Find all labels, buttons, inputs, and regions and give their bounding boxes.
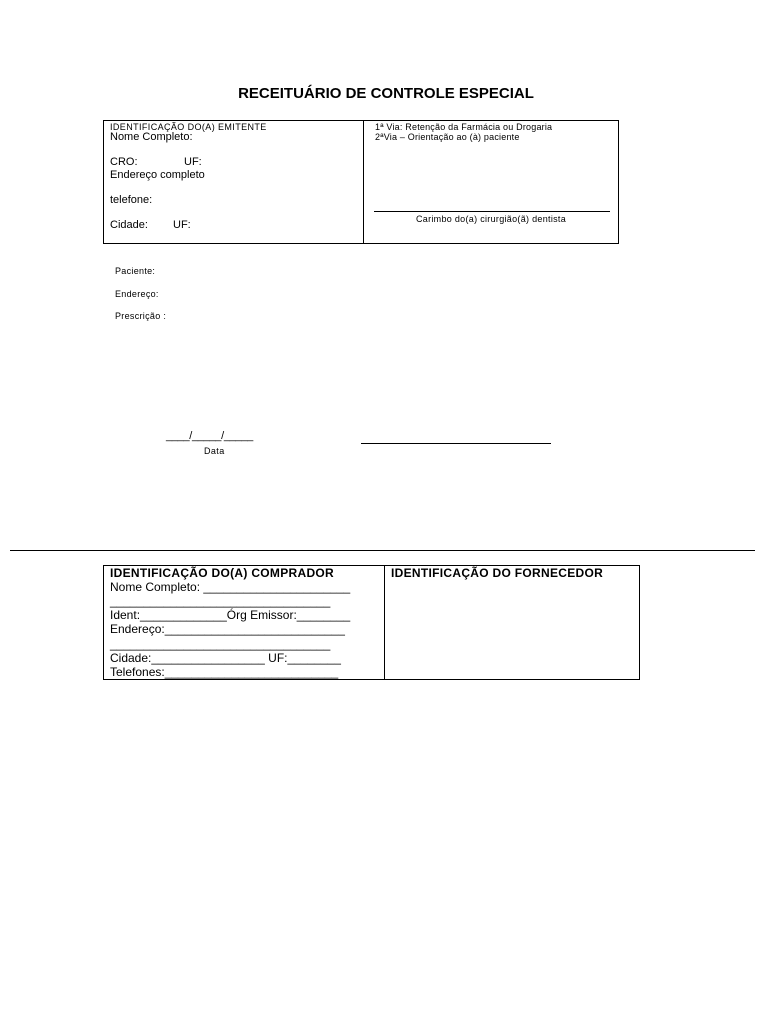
comprador-line: Endereço:___________________________ [110,622,345,636]
emitente-cidade-label: Cidade: [110,219,148,231]
via-2-text: 2ªVia – Orientação ao (à) paciente [375,132,520,142]
emitente-endereco-label: Endereço completo [110,169,205,181]
comprador-heading: IDENTIFICAÇÃO DO(A) COMPRADOR [110,566,335,580]
emitente-uf-label: UF: [184,156,202,168]
emitente-telefone-label: telefone: [110,194,153,206]
cut-divider [10,550,755,551]
date-label: Data [204,446,225,456]
comprador-line: Telefones:__________________________ [110,665,339,679]
carimbo-signature-line [374,211,610,212]
via-1-text: 1ª Via: Retenção da Farmácia ou Drogaria [375,122,553,132]
comprador-line: Ident:_____________Órg Emissor:________ [110,608,351,622]
signature-line [361,443,551,444]
endereco-label: Endereço: [115,289,159,299]
comprador-fornecedor-box [103,565,640,680]
comprador-box-divider [384,566,385,679]
comprador-line: Nome Completo: ______________________ [110,580,351,594]
emitente-box [103,120,619,244]
comprador-line: Cidade:_________________ UF:________ [110,651,341,665]
date-blank: ____/_____/_____ [166,430,253,442]
document-title: RECEITUÁRIO DE CONTROLE ESPECIAL [238,85,534,102]
paciente-label: Paciente: [115,266,156,276]
comprador-line: _________________________________ [110,594,331,608]
fornecedor-heading: IDENTIFICAÇÃO DO FORNECEDOR [391,566,604,580]
prescricao-label: Prescrição : [115,311,167,321]
carimbo-label: Carimbo do(a) cirurgião(ã) dentista [415,214,567,224]
emitente-heading: IDENTIFICAÇÃO DO(A) EMITENTE [110,122,267,132]
emitente-box-divider [363,121,364,243]
comprador-line: _________________________________ [110,637,331,651]
emitente-nome-label: Nome Completo: [110,131,193,143]
emitente-cro-label: CRO: [110,156,138,168]
emitente-cidade-uf-label: UF: [173,219,191,231]
